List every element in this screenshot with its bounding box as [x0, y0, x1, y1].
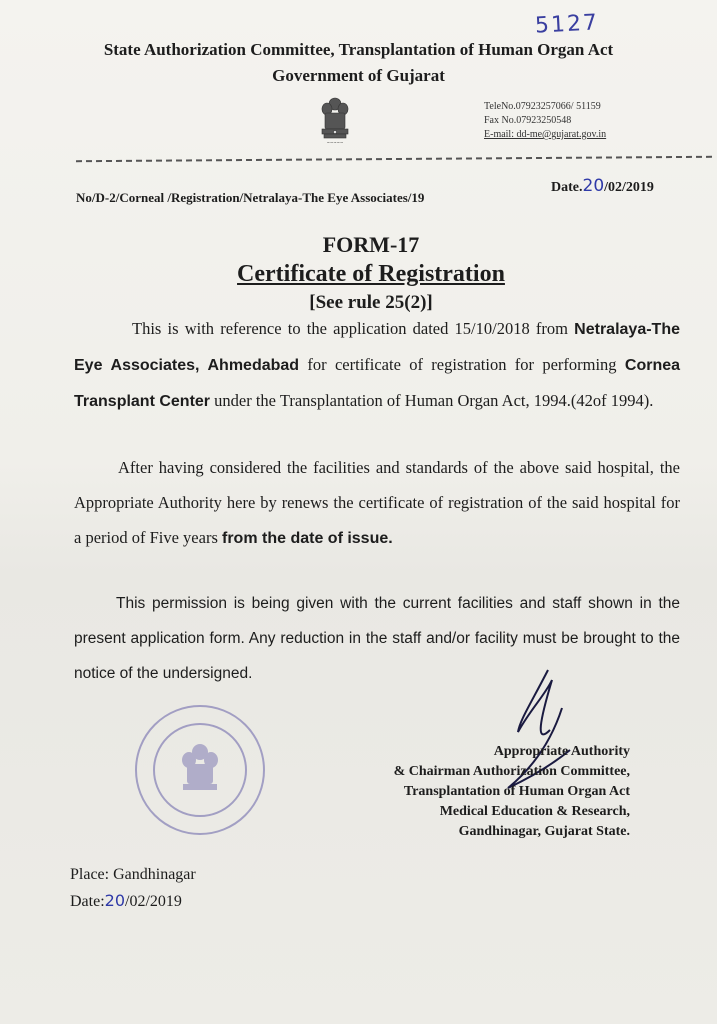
hospital-name: Netralaya-The Eye Associates, Ahmedabad: [74, 321, 680, 374]
renewal-text: After having considered the facilities and standards of the above said hospital, the Appropriate Authority here by renews the certificate of registration of the said hospital for a period of Five years: [74, 458, 680, 547]
issue-date-handwritten: 20: [582, 176, 605, 196]
footer-date-prefix: Date:: [70, 893, 105, 910]
footer-date-suffix: /02/2019: [125, 893, 182, 910]
issue-date: [551, 176, 654, 196]
application-text-3: under the Transplantation of Human Organ Act, 1994.(42of 1994).: [214, 391, 654, 410]
rule-reference: [See rule 25(2)]: [309, 292, 433, 313]
issue-date-prefix: Date.: [551, 180, 583, 195]
place-date-block: [70, 862, 196, 915]
signatory-title: Appropriate Authority: [493, 744, 630, 759]
reference-number: No/D-2/Corneal /Registration/Netralaya-The Eye Associates/19: [76, 190, 425, 205]
center-type: Cornea Transplant Center: [74, 357, 681, 410]
application-text: This is with reference to the application dated 15/10/2018 from: [132, 319, 568, 338]
contact-details: [484, 100, 606, 142]
header-divider: [76, 156, 712, 162]
paragraph-renewal: [74, 450, 680, 556]
footer-date: [70, 888, 196, 915]
signatory-location: Gandhinagar, Gujarat State.: [458, 824, 630, 839]
application-text-2: for certificate of registration for performing: [307, 355, 617, 374]
svg-text:~~~~~: ~~~~~: [326, 140, 344, 145]
state-emblem-icon: [318, 95, 352, 145]
signatory-act: Transplantation of Human Organ Act: [403, 784, 630, 799]
paragraph-permission: This permission is being given with the current facilities and staff shown in the present application form. Any reduction in the staff and/or facility must be brought to the notice of the undersigned.: [74, 595, 680, 682]
paragraph-application: [74, 311, 680, 419]
certificate-title: Certificate of Registration: [237, 261, 505, 287]
handwritten-number: 5127: [534, 10, 600, 39]
header-committee: State Authorization Committee, Transplantation of Human Organ Act: [103, 40, 614, 59]
email-address: E-mail: dd-me@gujarat.gov.in: [484, 129, 607, 140]
fax-number: Fax No.07923250548: [484, 115, 572, 126]
signatory-block: [330, 742, 630, 842]
signatory-department: Medical Education & Research,: [439, 804, 630, 819]
telephone-number: TeleNo.07923257066/ 51159: [484, 101, 601, 112]
footer-date-handwritten: 20: [104, 891, 126, 910]
issue-date-suffix: /02/2019: [604, 180, 654, 195]
official-seal-stamp: [125, 700, 275, 840]
renewal-emphasis: from the date of issue.: [222, 530, 393, 547]
signatory-chairman: & Chairman Authorization Committee,: [393, 764, 630, 779]
header-government: Government of Gujarat: [272, 66, 445, 85]
place: Place: Gandhinagar: [70, 866, 196, 883]
form-number: FORM-17: [322, 232, 420, 257]
